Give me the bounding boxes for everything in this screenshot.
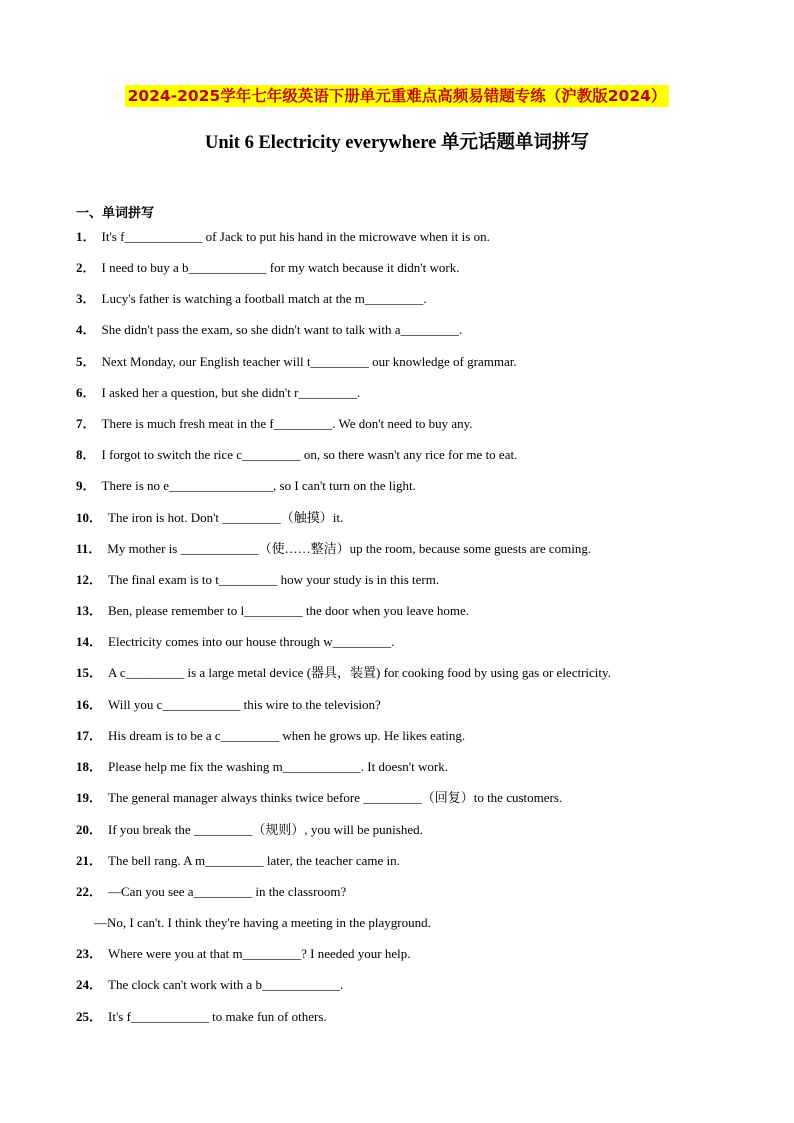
question-item <box>76 541 756 557</box>
question-item <box>76 416 756 432</box>
question-text: My mother is ____________（使……整洁）up the room, because some guests are coming. <box>107 541 592 556</box>
question-text: She didn't pass the exam, so she didn't want to talk with a_________. <box>101 322 463 337</box>
question-text: Please help me fix the washing m____________. It doesn't work. <box>108 759 448 774</box>
question-number: 20． <box>76 822 103 837</box>
header-title: 2024-2025学年七年级英语下册单元重难点高频易错题专练（沪教版2024） <box>125 85 670 107</box>
question-number: 11． <box>76 541 102 556</box>
question-item <box>76 478 756 494</box>
question-text: I forgot to switch the rice c_________ on, so there wasn't any rice for me to eat. <box>101 447 518 462</box>
unit-title: Unit 6 Electricity everywhere 单元话题单词拼写 <box>205 133 589 153</box>
question-item <box>76 634 756 650</box>
question-item <box>76 1009 756 1025</box>
question-text: It's f____________ of Jack to put his hand in the microwave when it is on. <box>101 229 490 244</box>
question-number: 7． <box>76 416 96 431</box>
question-number: 8． <box>76 447 96 462</box>
question-item <box>76 977 756 993</box>
question-item <box>76 822 756 838</box>
question-item <box>76 665 756 681</box>
question-item <box>76 728 756 744</box>
question-item <box>76 510 756 526</box>
question-number: 21． <box>76 853 103 868</box>
question-continuation: —No, I can't. I think they're having a meeting in the playground. <box>94 915 431 930</box>
question-number: 9． <box>76 478 96 493</box>
question-number: 10． <box>76 510 103 525</box>
question-text: I need to buy a b____________ for my watch because it didn't work. <box>101 260 460 275</box>
question-number: 3． <box>76 291 96 306</box>
question-text: —Can you see a_________ in the classroom? <box>108 884 347 899</box>
question-number: 22． <box>76 884 103 899</box>
question-text: Ben, please remember to l_________ the door when you leave home. <box>108 603 470 618</box>
question-item <box>76 603 756 619</box>
question-text: His dream is to be a c_________ when he grows up. He likes eating. <box>108 728 466 743</box>
question-number: 1． <box>76 229 96 244</box>
question-item <box>76 385 756 401</box>
question-text: Where were you at that m_________? I needed your help. <box>108 946 411 961</box>
section-title: 一、单词拼写 <box>76 206 155 221</box>
question-number: 23． <box>76 946 103 961</box>
question-item <box>76 697 756 713</box>
question-number: 12． <box>76 572 103 587</box>
question-item <box>76 790 756 806</box>
question-text: There is much fresh meat in the f_________. We don't need to buy any. <box>101 416 473 431</box>
question-item <box>76 229 756 245</box>
question-number: 19． <box>76 790 103 805</box>
question-text: The clock can't work with a b____________. <box>108 977 344 992</box>
document-header <box>0 84 794 106</box>
question-item <box>76 291 756 307</box>
question-text: The bell rang. A m_________ later, the teacher came in. <box>108 853 400 868</box>
question-item <box>76 572 756 588</box>
question-number: 4． <box>76 322 96 337</box>
question-number: 16． <box>76 697 103 712</box>
question-number: 17． <box>76 728 103 743</box>
question-text: If you break the _________（规则）, you will be punished. <box>108 822 423 837</box>
question-text: Next Monday, our English teacher will t_________ our knowledge of grammar. <box>101 354 517 369</box>
question-item <box>76 322 756 338</box>
question-item <box>76 260 756 276</box>
question-text: A c_________ is a large metal device (器具，装置) for cooking food by using gas or electricity. <box>108 665 611 680</box>
question-text: There is no e________________, so I can't turn on the light. <box>101 478 416 493</box>
question-item <box>76 884 756 900</box>
question-text: The general manager always thinks twice before _________（回复）to the customers. <box>108 790 563 805</box>
question-text: The iron is hot. Don't _________（触摸）it. <box>108 510 344 525</box>
question-number: 5． <box>76 354 96 369</box>
question-item <box>76 354 756 370</box>
question-number: 6． <box>76 385 96 400</box>
question-item <box>76 447 756 463</box>
question-number: 25． <box>76 1009 103 1024</box>
question-text: I asked her a question, but she didn't r_________. <box>101 385 361 400</box>
question-item <box>76 946 756 962</box>
question-item <box>76 759 756 775</box>
question-number: 2． <box>76 260 96 275</box>
question-number: 13． <box>76 603 103 618</box>
question-text: Will you c____________ this wire to the television? <box>108 697 381 712</box>
question-text: Electricity comes into our house through w_________. <box>108 634 395 649</box>
question-number: 14． <box>76 634 103 649</box>
question-text: Lucy's father is watching a football match at the m_________. <box>101 291 427 306</box>
question-number: 15． <box>76 665 103 680</box>
question-number: 18． <box>76 759 103 774</box>
question-text: It's f____________ to make fun of others. <box>108 1009 327 1024</box>
question-number: 24． <box>76 977 103 992</box>
question-item <box>76 853 756 869</box>
question-text: The final exam is to t_________ how your study is in this term. <box>108 572 440 587</box>
